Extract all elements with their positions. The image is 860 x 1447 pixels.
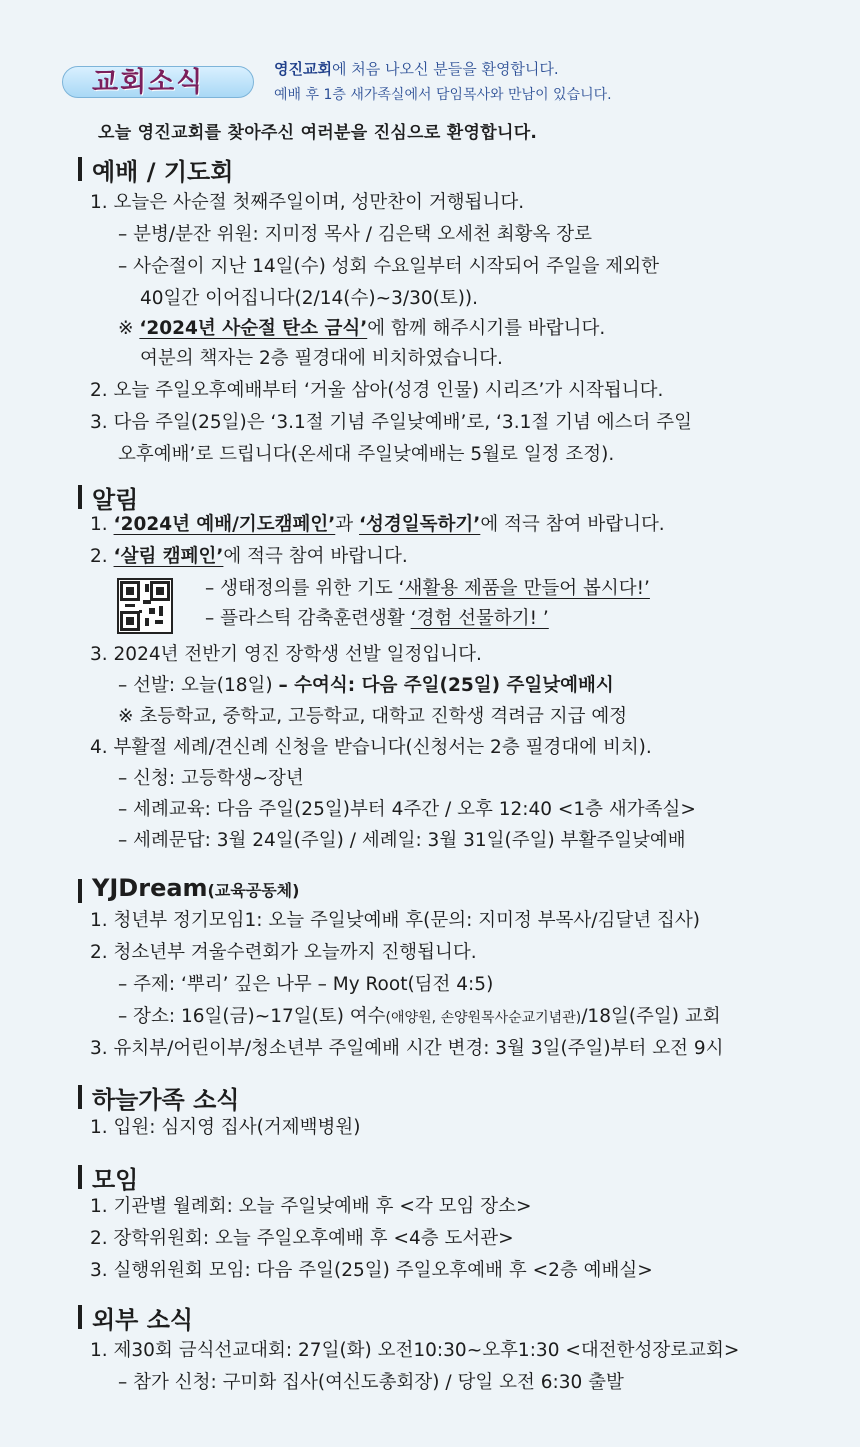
list-item: – 신청: 고등학생~장년 [118,768,304,789]
list-item: ※ 초등학교, 중학교, 고등학교, 대학교 진학생 격려금 지급 예정 [118,706,628,727]
list-item: – 분병/분잔 위원: 지미정 목사 / 김은택 오세천 최황옥 장로 [118,224,593,245]
list-item: 1. 기관별 월례회: 오늘 주일낮예배 후 <각 모임 장소> [90,1196,532,1217]
list-item: 2. 청소년부 겨울수련회가 오늘까지 진행됩니다. [90,942,477,963]
logo-text: 교회소식 [92,67,205,98]
list-item: 여분의 책자는 2층 필경대에 비치하였습니다. [140,348,503,369]
list-item: 3. 유치부/어린이부/청소년부 주일예배 시간 변경: 3월 3일(주일)부터 오전 9시 [90,1038,724,1059]
welcome-line [274,58,559,79]
list-item: – 선발: 오늘(18일) – 수여식: 다음 주일(25일) 주일낮예배시 [118,675,614,696]
welcome-note: 예배 후 1층 새가족실에서 담임목사와 만남이 있습니다. [274,87,612,103]
list-item: 3. 실행위원회 모임: 다음 주일(25일) 주일오후예배 후 <2층 예배실> [90,1260,653,1281]
section-meeting-title: 모임 [78,1160,138,1195]
list-item: 2. ‘살림 캠페인’에 적극 참여 바랍니다. [90,546,408,567]
list-item: – 참가 신청: 구미화 집사(여신도총회장) / 당일 오전 6:30 출발 [118,1372,624,1393]
intro-text: 오늘 영진교회를 찾아주신 여러분을 진심으로 환영합니다. [98,123,538,143]
list-item: 1. 오늘은 사순절 첫째주일이며, 성만찬이 거행됩니다. [90,192,525,213]
list-item: 2. 장학위원회: 오늘 주일오후예배 후 <4층 도서관> [90,1228,514,1249]
list-item: – 사순절이 지난 14일(수) 성회 수요일부터 시작되어 주일을 제외한 [118,256,660,277]
list-item: – 주제: ‘뿌리’ 깊은 나무 – My Root(딤전 4:5) [118,974,494,995]
section-yjdream-title: YJDream(교육공동체) [78,874,299,902]
list-item: 1. ‘2024년 예배/기도캠페인’과 ‘성경일독하기’에 적극 참여 바랍니다. [90,514,665,535]
list-item: 4. 부활절 세례/견신례 신청을 받습니다(신청서는 2층 필경대에 비치). [90,737,652,758]
list-item: 1. 제30회 금식선교대회: 27일(화) 오전10:30~오후1:30 <대전한성장로교회> [90,1340,740,1361]
list-item: 1. 입원: 심지영 집사(거제백병원) [90,1117,361,1138]
section-family-title: 하늘가족 소식 [78,1080,239,1115]
header [62,56,842,116]
list-item: – 플라스틱 감축훈련생활 ‘경험 선물하기! ’ [205,608,549,629]
qr-code-icon[interactable] [117,578,173,634]
welcome-text: 에 처음 나오신 분들을 환영합니다. [331,60,559,78]
list-item: ※ ‘2024년 사순절 탄소 금식’에 함께 해주시기를 바랍니다. [118,318,606,339]
list-item: 3. 다음 주일(25일)은 ‘3.1절 기념 주일낮예배’로, ‘3.1절 기념 에스더 주일 [90,412,692,433]
list-item: – 세례교육: 다음 주일(25일)부터 4주간 / 오후 12:40 <1층 새가족실> [118,799,696,820]
list-item: 40일간 이어집니다(2/14(수)~3/30(토)). [140,288,479,309]
list-item: – 세례문답: 3월 24일(주일) / 세례일: 3월 31일(주일) 부활주일낮예배 [118,830,686,851]
list-item: 오후예배’로 드립니다(온세대 주일낮예배는 5월로 일정 조정). [118,444,615,465]
section-external-title: 외부 소식 [78,1300,193,1335]
list-item: 2. 오늘 주일오후예배부터 ‘거울 삼아(성경 인물) 시리즈’가 시작됩니다. [90,380,664,401]
list-item: 1. 청년부 정기모임1: 오늘 주일낮예배 후(문의: 지미정 부목사/김달년 집사) [90,910,700,931]
list-item: – 생태정의를 위한 기도 ‘새활용 제품을 만들어 봅시다!’ [205,578,650,599]
church-news-logo [62,60,252,100]
list-item: – 장소: 16일(금)~17일(토) 여수(애양원, 손양원목사순교기념관)/18일(주일) 교회 [118,1006,721,1027]
section-worship-title: 예배 / 기도회 [78,152,233,187]
church-name: 영진교회 [274,60,332,78]
section-notice-title: 알림 [78,480,138,515]
list-item: 3. 2024년 전반기 영진 장학생 선발 일정입니다. [90,644,482,665]
